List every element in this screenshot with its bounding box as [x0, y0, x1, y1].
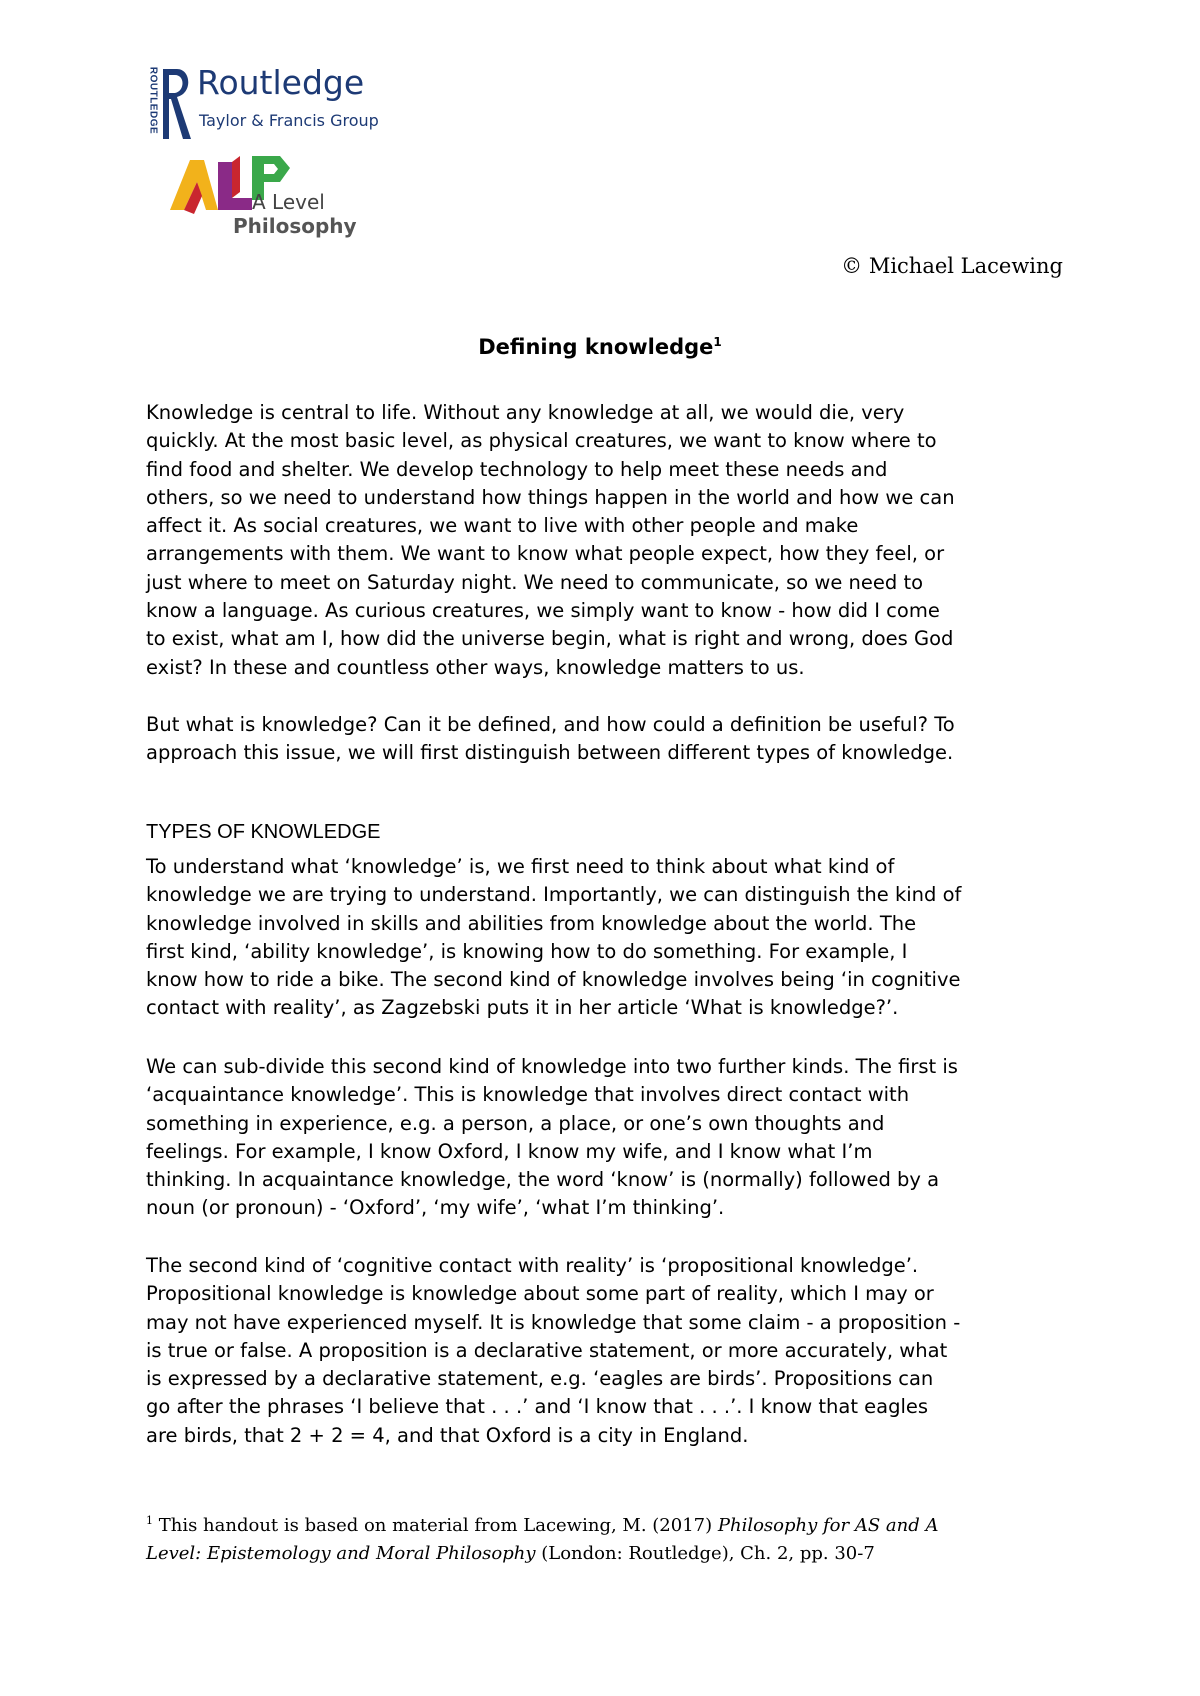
- routledge-name: Routledge: [197, 63, 365, 102]
- copyright-line: © Michael Lacewing: [841, 254, 1063, 278]
- text-line: Propositional knowledge is knowledge about some part of reality, which I may or: [146, 1282, 934, 1306]
- text-line: quickly. At the most basic level, as physical creatures, we want to know where to: [146, 429, 937, 453]
- text-line: is expressed by a declarative statement, e.g. ‘eagles are birds’. Propositions can: [146, 1367, 934, 1391]
- section-heading: TYPES OF KNOWLEDGE: [146, 821, 381, 843]
- footnote-mark: 1: [146, 1514, 153, 1527]
- page-title: [0, 335, 1200, 359]
- text-line: ‘acquaintance knowledge’. This is knowledge that involves direct contact with: [146, 1083, 910, 1107]
- text-line: know a language. As curious creatures, we simply want to know - how did I come: [146, 599, 940, 623]
- text-line: may not have experienced myself. It is knowledge that some claim - a proposition -: [146, 1310, 961, 1334]
- text-line: Knowledge is central to life. Without any knowledge at all, we would die, very: [146, 401, 905, 424]
- paragraph-3: [146, 853, 1086, 1023]
- routledge-logo: [141, 63, 401, 147]
- text-line: To understand what ‘knowledge’ is, we first need to think about what kind of: [146, 855, 895, 878]
- text-line: But what is knowledge? Can it be defined, and how could a definition be useful? To: [146, 713, 955, 736]
- text-line: feelings. For example, I know Oxford, I know my wife, and I know what I’m: [146, 1139, 873, 1163]
- text-line: contact with reality’, as Zagzebski puts it in her article ‘What is knowledge?’.: [146, 996, 899, 1020]
- text-line: thinking. In acquaintance knowledge, the word ‘know’ is (normally) followed by a: [146, 1168, 940, 1192]
- text-line: others, so we need to understand how things happen in the world and how we can: [146, 485, 955, 509]
- text-line: first kind, ‘ability knowledge’, is knowing how to do something. For example, I: [146, 939, 908, 963]
- title-text: Defining knowledge: [478, 335, 714, 359]
- routledge-subtitle: Taylor & Francis Group: [199, 111, 379, 130]
- text-line: to exist, what am I, how did the universe begin, what is right and wrong, does God: [146, 627, 954, 651]
- text-line: go after the phrases ‘I believe that . . .’ and ‘I know that . . .’. I know that eagles: [146, 1395, 929, 1419]
- paragraph-2: [146, 711, 1086, 768]
- title-footnote-mark: 1: [713, 335, 722, 349]
- text-line: knowledge involved in skills and abilities from knowledge about the world. The: [146, 911, 917, 935]
- text-line: arrangements with them. We want to know what people expect, how they feel, or: [146, 542, 945, 566]
- text-line: is true or false. A proposition is a declarative statement, or more accurately, what: [146, 1338, 948, 1362]
- paragraph-4: [146, 1053, 1086, 1223]
- routledge-r-icon: [157, 67, 197, 143]
- alp-logo: [160, 152, 390, 242]
- text-line: approach this issue, we will first distinguish between different types of knowledge.: [146, 741, 954, 765]
- text-line: affect it. As social creatures, we want to live with other people and make: [146, 514, 859, 538]
- alp-level-text: A Level: [252, 190, 325, 214]
- text-line: just where to meet on Saturday night. We need to communicate, so we need to: [146, 570, 924, 594]
- text-line: find food and shelter. We develop technology to help meet these needs and: [146, 457, 888, 481]
- footnote-line-1: $^1$ This handout is based on material from Lacewing, M. (2017) Philosophy for AS and A: [146, 1514, 939, 1536]
- text-line: knowledge we are trying to understand. Importantly, we can distinguish the kind of: [146, 883, 962, 907]
- paragraph-5: [146, 1252, 1086, 1450]
- alp-philosophy-text: Philosophy: [233, 214, 357, 238]
- text-line: exist? In these and countless other ways, knowledge matters to us.: [146, 655, 805, 679]
- paragraph-1: [146, 399, 1086, 682]
- text-line: something in experience, e.g. a person, a place, or one’s own thoughts and: [146, 1111, 885, 1135]
- footnote-line-2: Level: Epistemology and Moral Philosophy (London: Routledge), Ch. 2, pp. 30-7: [146, 1543, 875, 1564]
- text-line: We can sub-divide this second kind of knowledge into two further kinds. The first is: [146, 1055, 958, 1078]
- routledge-vertical-text: ROUTLEDGE: [147, 66, 159, 135]
- footnote: [146, 1507, 1086, 1568]
- text-line: know how to ride a bike. The second kind of knowledge involves being ‘in cognitive: [146, 968, 961, 992]
- text-line: noun (or pronoun) - ‘Oxford’, ‘my wife’, ‘what I’m thinking’.: [146, 1196, 725, 1220]
- text-line: are birds, that 2 + 2 = 4, and that Oxford is a city in England.: [146, 1423, 749, 1447]
- text-line: The second kind of ‘cognitive contact with reality’ is ‘propositional knowledge’.: [146, 1254, 919, 1277]
